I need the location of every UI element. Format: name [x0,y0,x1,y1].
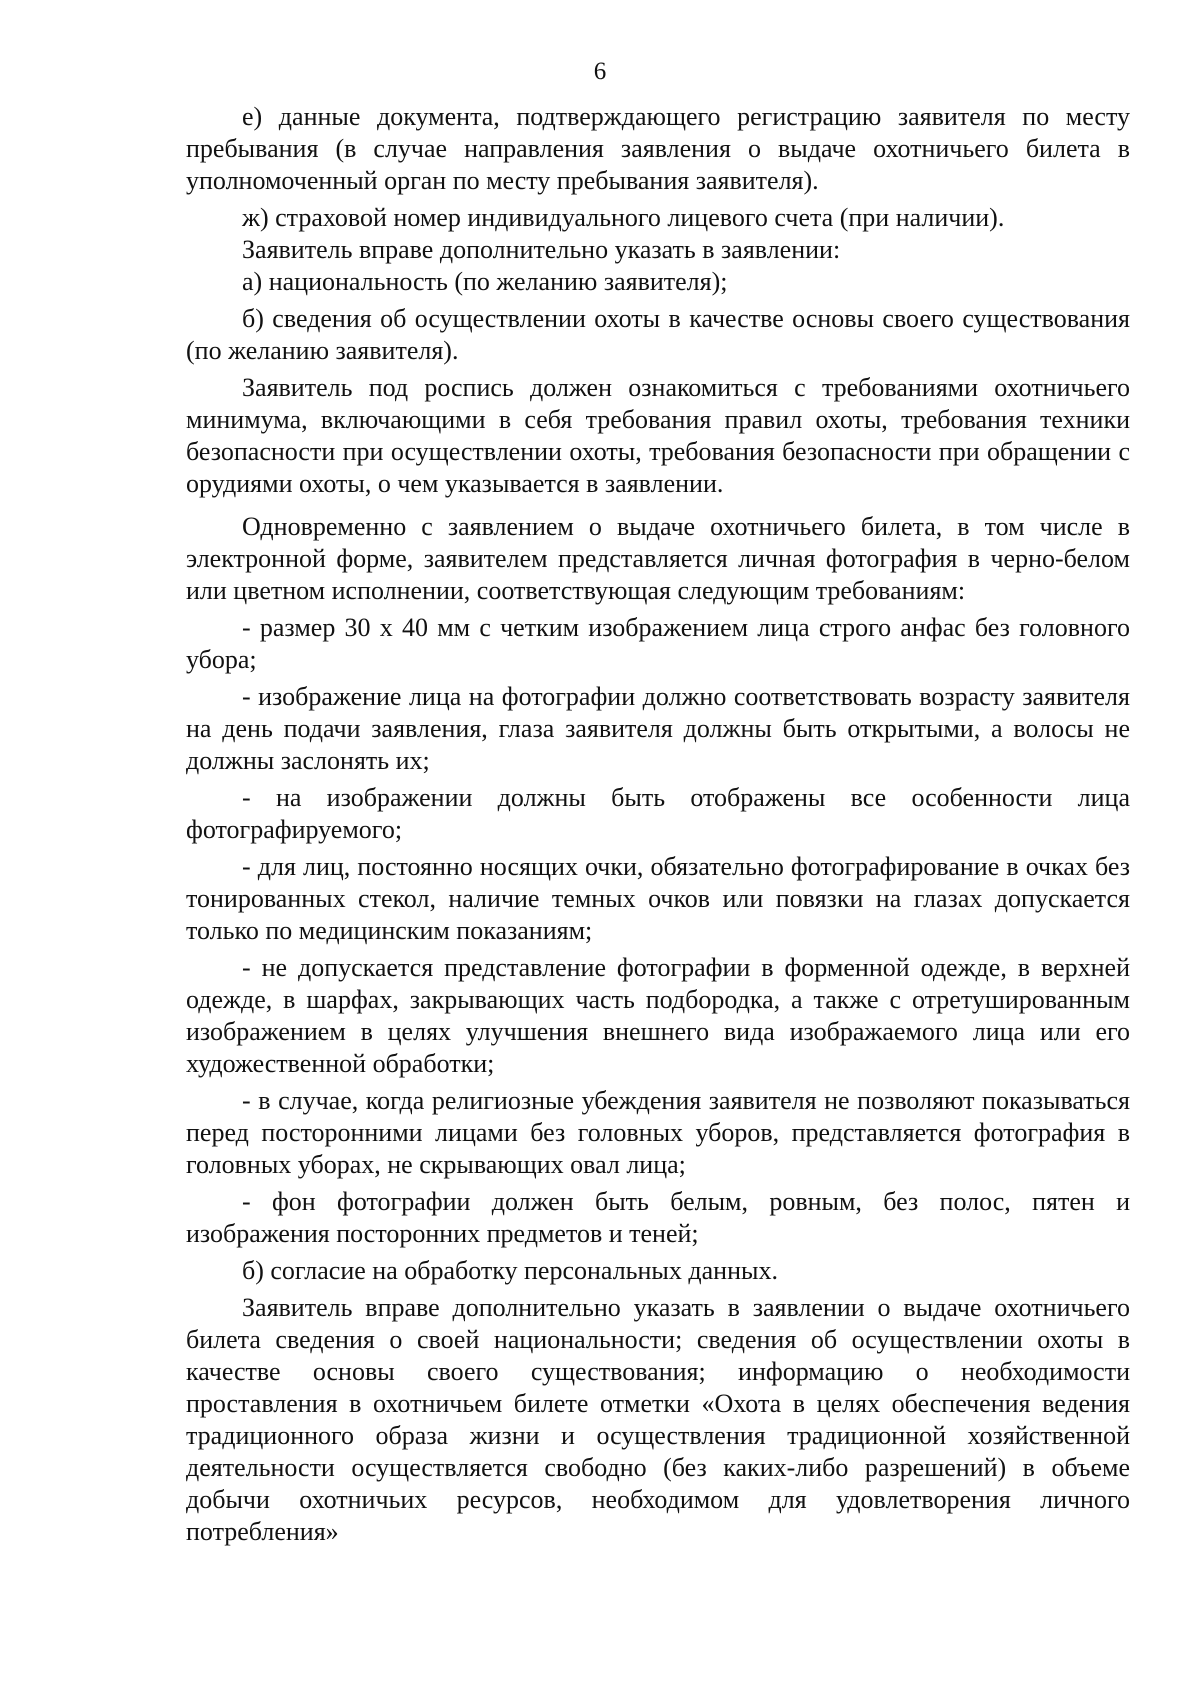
paragraph-optional-hunting-ticket-info: Заявитель вправе дополнительно указать в заявлении о выдаче охотничьего билета сведения о своей национальности; сведения об осуществлении охоты в качестве основы своего существования; информацию о необходимости проставления в охотничьем билете отметки «Охота в целях обеспечения ведения традиционного образа жизни и осуществления традиционной хозяйственной деятельности осуществляется свободно (без каких-либо разрешений) в объеме добычи охотничьих ресурсов, необходимом для удовлетворения личного потребления» [186,1293,1130,1546]
paragraph-photo-intro: Одновременно с заявлением о выдаче охотничьего билета, в том числе в электронной форме, заявителем представляется личная фотография в черно-белом или цветном исполнении, соответствующая следующим требованиям: [186,512,1130,605]
paragraph-optional-info-intro: Заявитель вправе дополнительно указать в заявлении: [242,235,841,264]
list-item-photo-background: - фон фотографии должен быть белым, ровным, без полос, пятен и изображения посторонних предметов и теней; [186,1187,1130,1248]
list-item-photo-clothing: - не допускается представление фотографии в форменной одежде, в верхней одежде, в шарфах, закрывающих часть подбородка, а также с отретушированным изображением в целях улучшения внешнего вида изображаемого лица или его художественной обработки; [186,953,1130,1078]
paragraph-e-registration: е) данные документа, подтверждающего регистрацию заявителя по месту пребывания (в случае направления заявления о выдаче охотничьего билета в уполномоченный орган по месту пребывания заявителя). [186,102,1130,195]
list-item-photo-glasses: - для лиц, постоянно носящих очки, обязательно фотографирование в очках без тонированных стекол, наличие темных очков или повязки на глазах допускается только по медицинским показаниям; [186,852,1130,945]
paragraph-a-nationality: а) национальность (по желанию заявителя); [242,267,728,296]
list-item-photo-size: - размер 30 х 40 мм с четким изображением лица строго анфас без головного убора; [186,613,1130,674]
page-number: 6 [593,58,607,85]
paragraph-zh-snils: ж) страховой номер индивидуального лицевого счета (при наличии). [242,203,1005,232]
list-item-photo-features: - на изображении должны быть отображены все особенности лица фотографируемого; [186,783,1130,844]
document-body [186,101,1130,1548]
list-item-photo-religious: - в случае, когда религиозные убеждения заявителя не позволяют показываться перед посторонними лицами без головных уборов, представляется фотография в головных уборах, не скрывающих овал лица; [186,1086,1130,1179]
paragraph-b-personal-data-consent: б) согласие на обработку персональных данных. [242,1256,778,1285]
paragraph-b-hunting-livelihood: б) сведения об осуществлении охоты в качестве основы своего существования (по желанию заявителя). [186,304,1130,365]
list-item-photo-age: - изображение лица на фотографии должно соответствовать возрасту заявителя на день подачи заявления, глаза заявителя должны быть открытыми, а волосы не должны заслонять их; [186,682,1130,775]
paragraph-hunting-minimum: Заявитель под роспись должен ознакомиться с требованиями охотничьего минимума, включающими в себя требования правил охоты, требования техники безопасности при осуществлении охоты, требования безопасности при обращении с орудиями охоты, о чем указывается в заявлении. [186,373,1130,498]
